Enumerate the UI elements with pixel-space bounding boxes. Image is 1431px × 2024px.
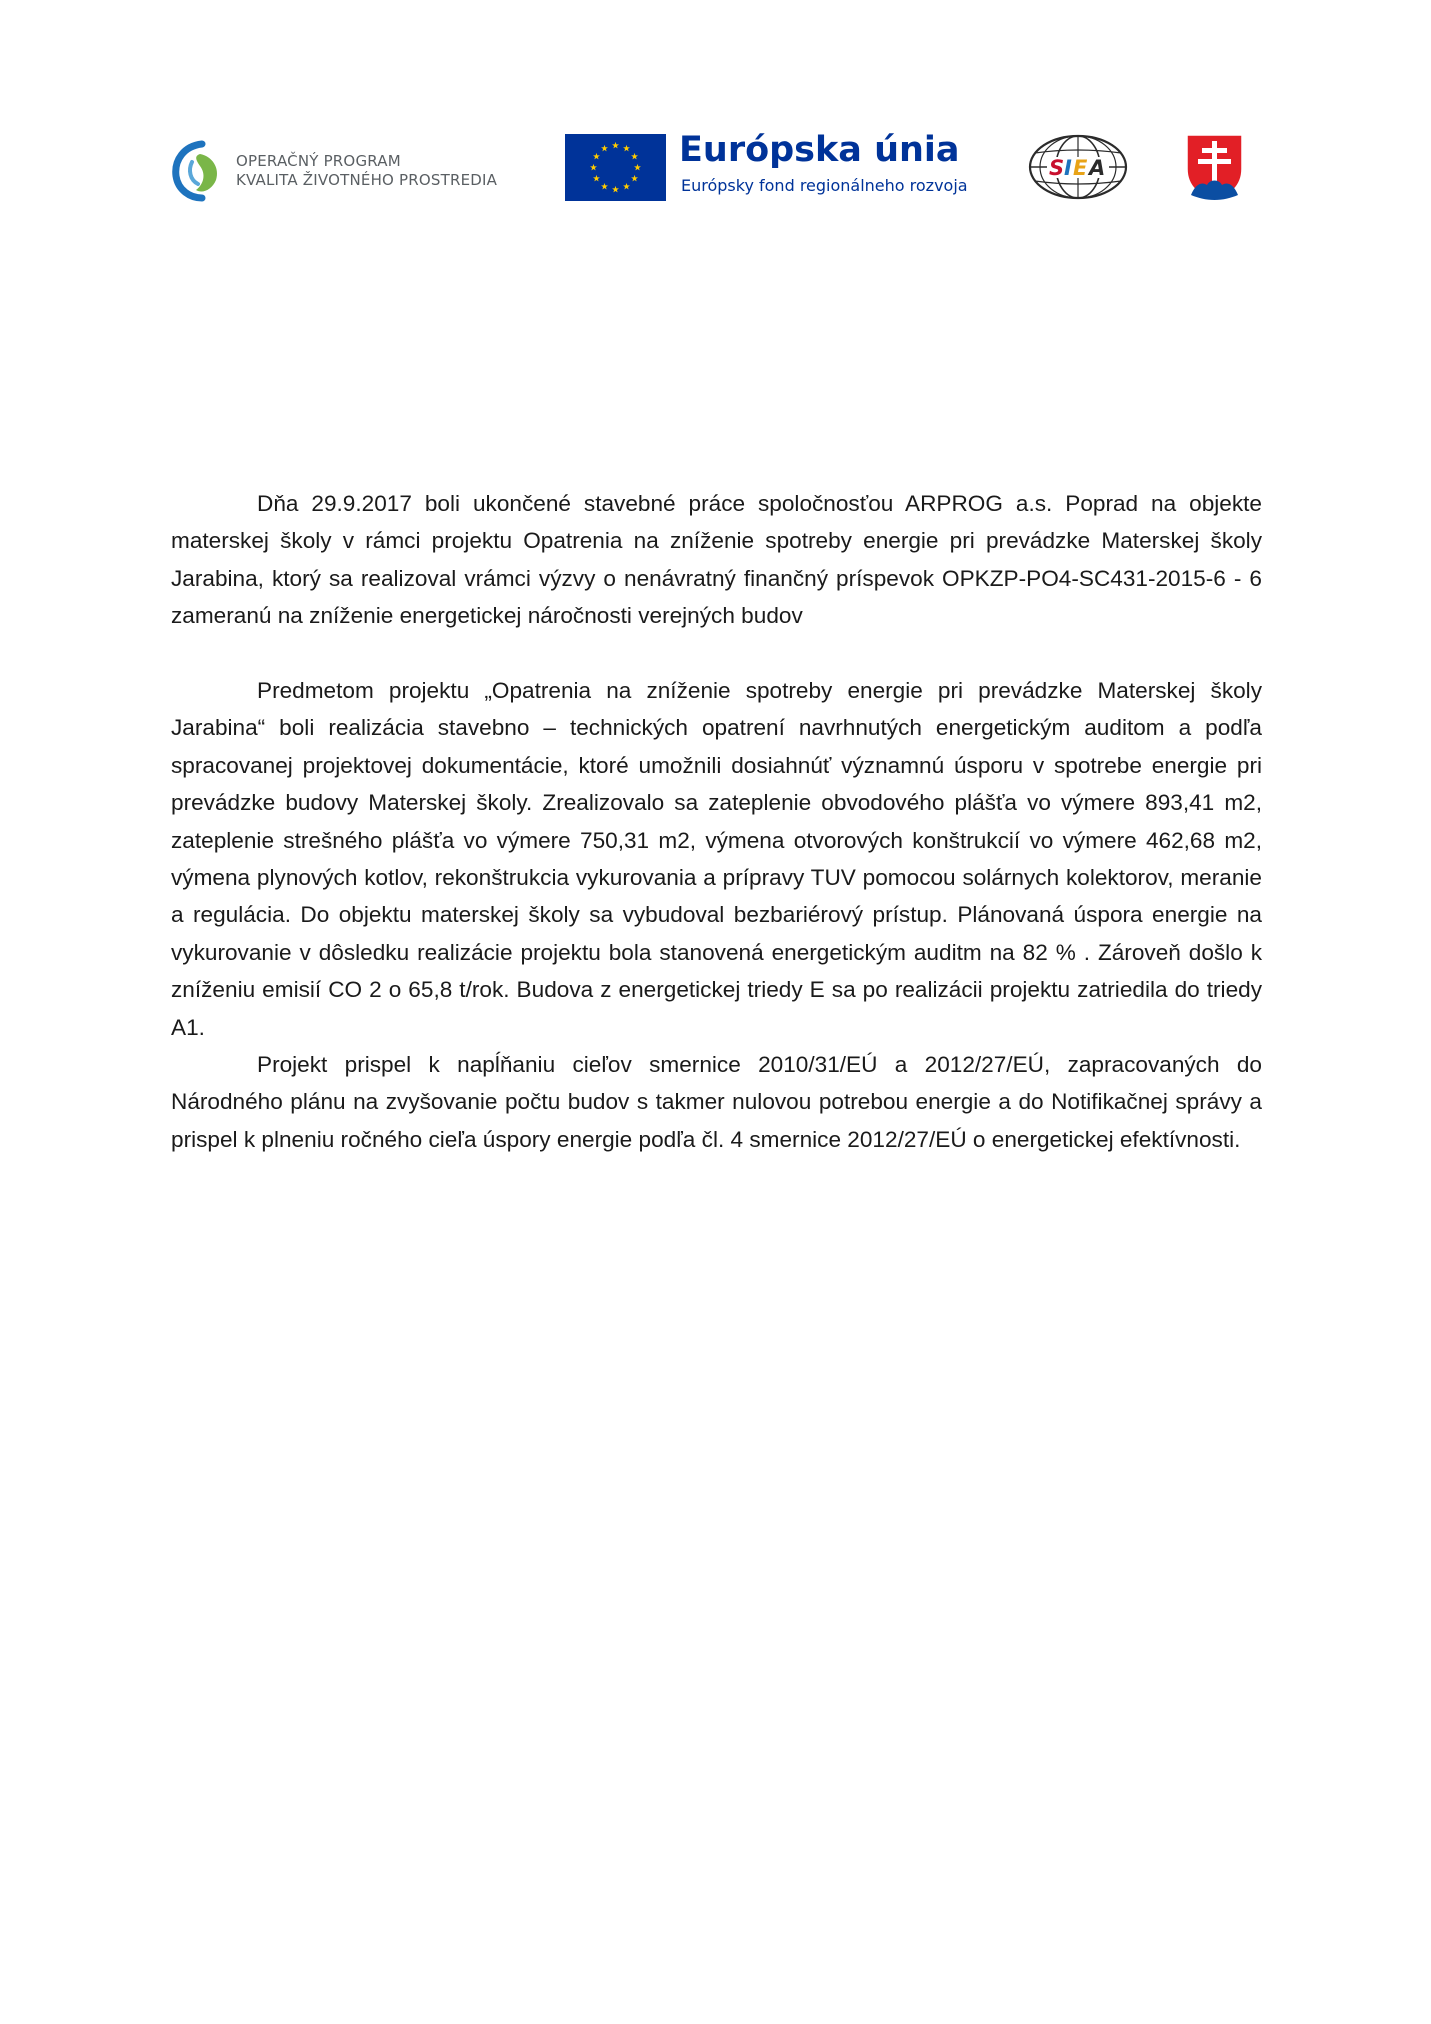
eu-star bbox=[631, 153, 638, 160]
eu-star bbox=[593, 175, 600, 182]
op-line1: OPERAČNÝ PROGRAM bbox=[236, 152, 401, 170]
green-leaf-swirl-icon bbox=[172, 140, 226, 202]
eu-star bbox=[612, 186, 619, 193]
svg-text:A: A bbox=[1089, 156, 1106, 180]
paragraph-3: Projekt prispel k napĺňaniu cieľov smernice 2010/31/EÚ a 2012/27/EÚ, zapracovaných do Národného plánu na zvyšovanie počtu budov s takmer nulovou potrebou energie a do Notifikačnej správy a prispel k plneniu ročného cieľa úspory energie podľa čl. 4 smernice 2012/27/EÚ o energetickej efektívnosti. bbox=[171, 1052, 1262, 1152]
eu-logo bbox=[565, 132, 985, 202]
eu-star bbox=[601, 145, 608, 152]
svg-text:S: S bbox=[1049, 156, 1065, 180]
op-kzp-logo bbox=[172, 139, 522, 203]
paragraph-2: Predmetom projektu „Opatrenia na zníženie spotreby energie pri prevádzke Materskej školy Jarabina“ boli realizácia stavebno – technických opatrení navrhnutých energetickým auditom a podľa spracovanej projektovej dokumentácie, ktoré umožnili dosiahnúť významnú úsporu v spotrebe energie pri prevádzke budovy Materskej školy. Zrealizovalo sa zateplenie obvodového plášťa vo výmere 893,41 m2, zateplenie strešného plášťa vo výmere 750,31 m2, výmena otvorových konštrukcií vo výmere 462,68 m2, výmena plynových kotlov, rekonštrukcia vykurovania a prípravy TUV pomocou solárnych kolektorov, meranie a regulácia. Do objektu materskej školy sa vybudoval bezbariérový prístup. Plánovaná úspora energie na vykurovanie v dôsledku realizácie projektu bola stanovená energetickým auditm na 82 % . Zároveň došlo k zníženiu emisií CO 2 o 65,8 t/rok. Budova z energetickej triedy E sa po realizácii projektu zatriedila do triedy A1. bbox=[171, 678, 1262, 1040]
eu-star bbox=[631, 175, 638, 182]
eu-star bbox=[612, 142, 619, 149]
svg-text:I: I bbox=[1064, 156, 1072, 180]
slovak-coat-of-arms-icon bbox=[1185, 133, 1244, 201]
eu-star bbox=[601, 183, 608, 190]
eu-star bbox=[634, 164, 641, 171]
document-body bbox=[171, 485, 1262, 1158]
sieaa-globe-logo bbox=[1027, 133, 1129, 201]
eu-subtitle: Európsky fond regionálneho rozvoja bbox=[681, 176, 968, 195]
eu-star bbox=[623, 145, 630, 152]
eu-star bbox=[593, 153, 600, 160]
eu-flag-icon bbox=[565, 134, 666, 201]
op-line2: KVALITA ŽIVOTNÉHO PROSTREDIA bbox=[236, 171, 498, 189]
eu-star bbox=[590, 164, 597, 171]
eu-title: Európska únia bbox=[679, 130, 960, 170]
svg-text:E: E bbox=[1073, 156, 1088, 180]
paragraph-1: Dňa 29.9.2017 boli ukončené stavebné práce spoločnosťou ARPROG a.s. Poprad na objekte materskej školy v rámci projektu Opatrenia na zníženie spotreby energie pri prevádzke Materskej školy Jarabina, ktorý sa realizoval vrámci výzvy o nenávratný finančný príspevok OPKZP-PO4-SC431-2015-6 - 6 zameranú na zníženie energetickej náročnosti verejných budov bbox=[171, 491, 1262, 629]
eu-star bbox=[623, 183, 630, 190]
